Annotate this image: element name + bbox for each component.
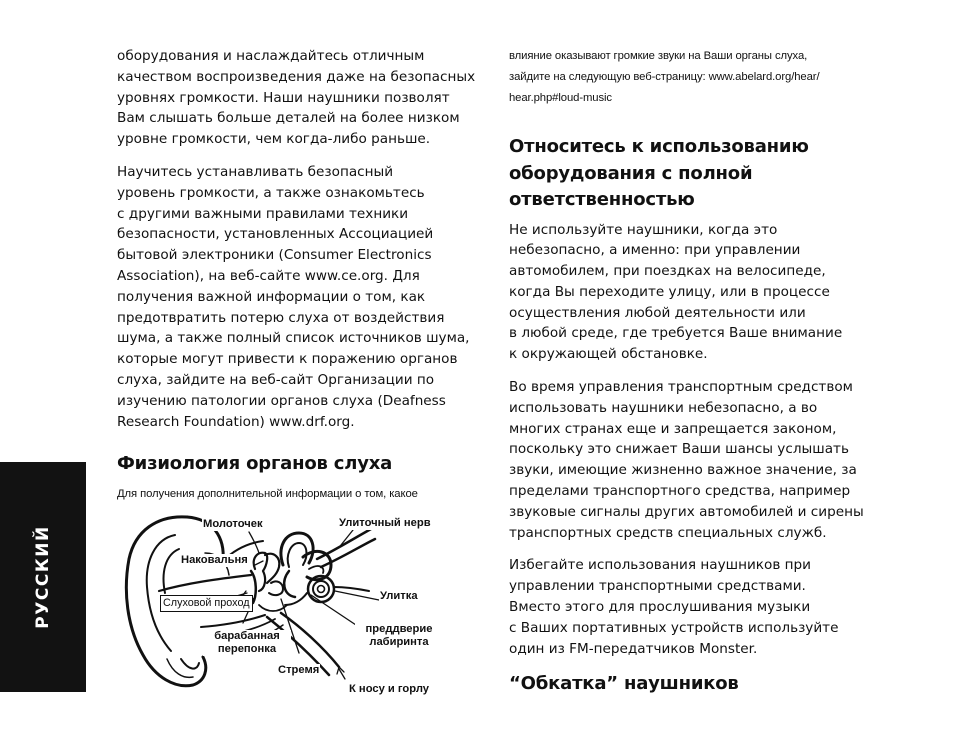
heading-hearing-physiology: Физиология органов слуха: [117, 453, 393, 475]
language-tab-label: РУССКИЙ: [33, 525, 53, 629]
language-side-tab: [0, 462, 86, 692]
label-ear-canal: Слуховой проход: [160, 595, 253, 612]
label-incus: Наковальня: [181, 553, 248, 566]
label-auditory-nerve: Улиточный нерв: [339, 516, 431, 529]
left-paragraph-3: Для получения дополнительной информации о том, какое: [117, 487, 418, 500]
label-stapes: Стремя: [278, 663, 320, 676]
label-nose-throat: К носу и горлу: [349, 682, 429, 695]
heading-break-in: “Обкатка” наушников: [509, 673, 739, 695]
label-vestibule-line-1: преддверие: [365, 622, 433, 635]
left-column: [117, 46, 483, 705]
right-paragraph-2: Во время управления транспортным средством использовать наушники небезопасно, а во многих странах еще и запрещается законом, поскольку это снижает Ваши шансы услышать звуки, имеющие жизненно важное значение, за пределами транспортного средства, например звуковые сигналы других автомобилей и сирены транспортных средств специальных служб.: [509, 379, 864, 541]
right-paragraph-1: Не используйте наушники, когда это небезопасно, а именно: при управлении автомобилем, при поездках на велосипеде, когда Вы переходите улицу, или в процессе осуществления любой деятельности или в любой среде, где требуется Ваше внимание к окружающей обстановке.: [509, 221, 843, 363]
heading-responsibility: Относитесь к использованию оборудования с полной ответственностью: [509, 136, 809, 210]
ear-anatomy-diagram: [117, 509, 447, 705]
label-eardrum: [203, 630, 291, 656]
right-paragraph-3: Избегайте использования наушников при управлении транспортными средствами. Вместо этого для прослушивания музыки с Ваших портативных устройств используйте один из FM-передатчиков Monster.: [509, 557, 839, 657]
label-malleus: Молоточек: [203, 517, 263, 530]
label-cochlea: Улитка: [380, 589, 418, 602]
label-eardrum-line-2: перепонка: [217, 642, 277, 655]
right-column: [509, 46, 884, 698]
label-eardrum-line-1: барабанная: [214, 629, 280, 642]
left-paragraph-1: оборудования и наслаждайтесь отличным качеством воспроизведения даже на безопасных уровнях громкости. Наши наушники позволят Вам слышать больше деталей на более низком уровне громкости, чем когда-либо раньше.: [117, 48, 476, 148]
right-paragraph-0: влияние оказывают громкие звуки на Ваши органы слуха, зайдите на следующую веб-страницу: www.abelard.org/hear/ hear.php#loud-music: [509, 50, 820, 104]
label-vestibule: [355, 623, 443, 649]
label-vestibule-line-2: лабиринта: [369, 635, 429, 648]
left-paragraph-2: Научитесь устанавливать безопасный уровень громкости, а также ознакомьтесь с другими важными правилами техники безопасности, установленных Ассоциацией бытовой электроники (Consumer Electronics Association), на веб-сайте www.ce.org. Для получения важной информации о том, как предотвратить потерю слуха от воздействия шума, а также полный список источников шума, которые могут привести к поражению органов слуха, зайдите на веб-сайт Организации по изучению патологии органов слуха (Deafness Research Foundation) www.drf.org.: [117, 163, 470, 430]
